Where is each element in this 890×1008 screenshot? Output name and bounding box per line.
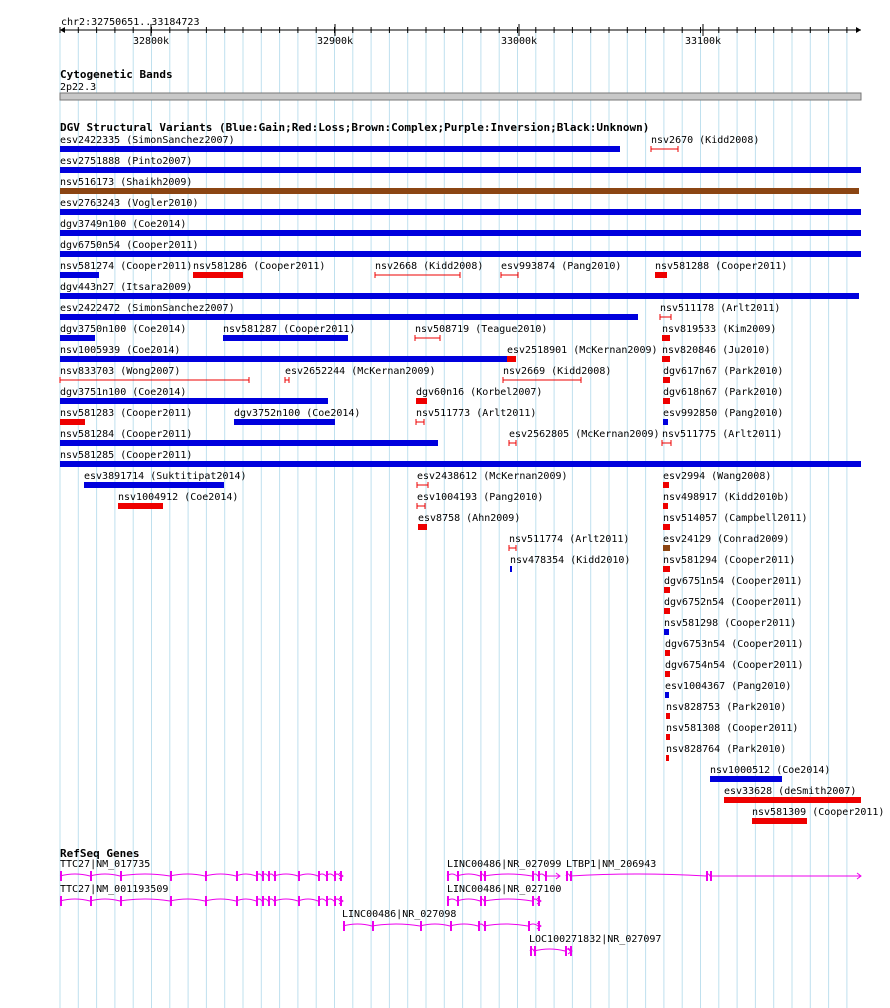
dgv-feature[interactable]	[509, 429, 660, 446]
dgv-feature-bar[interactable]	[665, 650, 670, 656]
dgv-feature-bar[interactable]	[664, 629, 669, 635]
gene-exon[interactable]	[528, 921, 530, 931]
dgv-feature-label: dgv3751n100 (Coe2014)	[60, 387, 187, 398]
refseq-gene[interactable]	[529, 934, 661, 956]
dgv-feature[interactable]	[60, 282, 859, 299]
dgv-feature-bar[interactable]	[60, 209, 861, 215]
gene-exon[interactable]	[565, 946, 567, 956]
gene-exon[interactable]	[480, 896, 482, 906]
gene-exon[interactable]	[532, 871, 534, 881]
gene-exon[interactable]	[480, 871, 482, 881]
gene-exon[interactable]	[340, 871, 342, 881]
dgv-feature[interactable]	[651, 135, 759, 152]
dgv-feature[interactable]	[193, 261, 325, 278]
dgv-feature[interactable]	[234, 408, 360, 425]
refseq-gene-label: LINC00486|NR_027099	[447, 859, 562, 870]
gene-exon[interactable]	[298, 871, 300, 881]
dgv-feature-label: esv2652244 (McKernan2009)	[285, 366, 436, 377]
dgv-feature-bar[interactable]	[510, 566, 512, 572]
gene-exon[interactable]	[90, 896, 92, 906]
dgv-feature-label: nsv511775 (Arlt2011)	[662, 429, 783, 440]
gene-intron-line	[447, 899, 541, 901]
dgv-feature-label: nsv581286 (Cooper2011)	[193, 261, 326, 272]
dgv-feature-label: dgv617n67 (Park2010)	[663, 366, 784, 377]
dgv-feature-bar[interactable]	[60, 230, 861, 236]
dgv-feature-label: esv24129 (Conrad2009)	[663, 534, 790, 545]
dgv-feature-bar[interactable]	[663, 524, 670, 530]
refseq-gene-label: LINC00486|NR_027098	[342, 909, 457, 920]
dgv-feature[interactable]	[510, 555, 630, 572]
dgv-feature-label: dgv6754n54 (Cooper2011)	[665, 660, 804, 671]
dgv-feature[interactable]	[665, 681, 791, 698]
dgv-feature-label: nsv511773 (Arlt2011)	[416, 408, 537, 419]
dgv-feature[interactable]	[375, 261, 483, 278]
dgv-feature[interactable]	[665, 660, 803, 677]
dgv-feature-bar[interactable]	[710, 776, 782, 782]
refseq-gene[interactable]	[60, 859, 343, 881]
refseq-gene[interactable]	[342, 909, 541, 931]
dgv-feature-bar[interactable]	[60, 188, 859, 194]
refseq-track	[60, 859, 861, 956]
dgv-feature[interactable]	[503, 366, 611, 383]
dgv-feature[interactable]	[417, 492, 543, 509]
dgv-feature-label: nsv1005939 (Coe2014)	[60, 345, 181, 356]
gene-exon[interactable]	[570, 871, 572, 881]
dgv-feature[interactable]	[663, 408, 783, 425]
dgv-feature-label: nsv581308 (Cooper2011)	[666, 723, 799, 734]
dgv-feature-label: dgv3750n100 (Coe2014)	[60, 324, 187, 335]
dgv-feature[interactable]	[501, 261, 621, 278]
dgv-feature[interactable]	[655, 261, 787, 278]
gene-exon[interactable]	[256, 896, 258, 906]
dgv-feature-label: nsv581309 (Cooper2011)	[752, 807, 885, 818]
dgv-feature-bar[interactable]	[60, 293, 859, 299]
gene-exon[interactable]	[60, 871, 62, 881]
dgv-feature-label: esv3891714 (Suktitipat2014)	[84, 471, 247, 482]
gene-exon[interactable]	[484, 896, 486, 906]
dgv-feature-label: nsv508719 (Teague2010)	[415, 324, 548, 335]
dgv-feature[interactable]	[664, 576, 802, 593]
dgv-feature[interactable]	[417, 471, 568, 488]
dgv-feature-label: nsv581285 (Cooper2011)	[60, 450, 193, 461]
dgv-feature-label: esv2763243 (Vogler2010)	[60, 198, 199, 209]
dgv-feature-label: dgv6752n54 (Cooper2011)	[664, 597, 803, 608]
gene-exon[interactable]	[274, 871, 276, 881]
ruler-tick-label: 32800k	[132, 36, 170, 47]
dgv-feature[interactable]	[666, 702, 786, 719]
ruler-tick-label: 33100k	[684, 36, 722, 47]
dgv-feature-label: esv2751888 (Pinto2007)	[60, 156, 193, 167]
dgv-feature[interactable]	[223, 324, 355, 341]
dgv-feature-label: nsv819533 (Kim2009)	[662, 324, 777, 335]
gene-exon[interactable]	[120, 871, 122, 881]
gene-exon[interactable]	[538, 896, 540, 906]
dgv-feature-bar[interactable]	[663, 419, 668, 425]
dgv-feature[interactable]	[60, 303, 638, 320]
dgv-feature-label: nsv581288 (Cooper2011)	[655, 261, 788, 272]
gene-exon[interactable]	[334, 896, 336, 906]
gene-exon[interactable]	[532, 896, 534, 906]
dgv-feature[interactable]	[663, 387, 783, 404]
dgv-feature-label: dgv3752n100 (Coe2014)	[234, 408, 361, 419]
gene-exon[interactable]	[205, 871, 207, 881]
dgv-feature[interactable]	[724, 786, 861, 803]
dgv-feature-label: nsv478354 (Kidd2010)	[510, 555, 631, 566]
refseq-gene-label: TTC27|NM_001193509	[60, 884, 169, 895]
dgv-feature[interactable]	[665, 639, 803, 656]
dgv-feature[interactable]	[118, 492, 238, 509]
dgv-feature-label: esv2422335 (SimonSanchez2007)	[60, 135, 235, 146]
gene-exon[interactable]	[478, 921, 480, 931]
dgv-feature-label: nsv828753 (Park2010)	[666, 702, 787, 713]
gene-exon[interactable]	[90, 871, 92, 881]
gene-exon[interactable]	[268, 896, 270, 906]
gene-exon[interactable]	[236, 871, 238, 881]
dgv-feature-label: nsv581274 (Cooper2011)	[60, 261, 193, 272]
dgv-feature[interactable]	[60, 219, 861, 236]
refseq-gene-label: LTBP1|NM_206943	[566, 859, 657, 870]
dgv-feature-label: nsv514057 (Campbell2011)	[663, 513, 808, 524]
dgv-feature-bar[interactable]	[118, 503, 163, 509]
gene-exon[interactable]	[538, 921, 540, 931]
ruler-arrow-right-icon	[856, 27, 861, 33]
dgv-feature-label: nsv2669 (Kidd2008)	[503, 366, 612, 377]
dgv-feature[interactable]	[660, 303, 780, 320]
gene-exon[interactable]	[457, 896, 459, 906]
region-label: chr2:32750651..33184723	[61, 17, 200, 28]
dgv-feature-bar[interactable]	[416, 398, 427, 404]
dgv-feature-bar[interactable]	[60, 440, 438, 446]
dgv-feature-bar[interactable]	[666, 734, 670, 740]
dgv-feature-label: esv992850 (Pang2010)	[663, 408, 784, 419]
dgv-feature[interactable]	[60, 261, 192, 278]
dgv-feature-bar[interactable]	[662, 335, 670, 341]
gene-exon[interactable]	[457, 871, 459, 881]
dgv-track	[60, 135, 884, 824]
dgv-feature[interactable]	[60, 177, 859, 194]
gene-intron-line	[566, 874, 861, 876]
cytoband-track-title: Cytogenetic Bands	[60, 68, 173, 81]
dgv-feature[interactable]	[663, 366, 783, 383]
dgv-feature[interactable]	[664, 618, 796, 635]
dgv-feature-bar[interactable]	[60, 398, 328, 404]
dgv-feature-bar[interactable]	[662, 356, 670, 362]
dgv-feature-bar[interactable]	[724, 797, 861, 803]
refseq-gene[interactable]	[447, 859, 561, 881]
gene-exon[interactable]	[372, 921, 374, 931]
gene-exon[interactable]	[566, 871, 568, 881]
dgv-feature-label: esv2422472 (SimonSanchez2007)	[60, 303, 235, 314]
gene-exon[interactable]	[170, 896, 172, 906]
dgv-feature-label: nsv511178 (Arlt2011)	[660, 303, 781, 314]
dgv-feature-label: nsv2670 (Kidd2008)	[651, 135, 760, 146]
cytoband-ideogram[interactable]	[60, 93, 861, 100]
dgv-feature-bar[interactable]	[663, 482, 669, 488]
dgv-feature-label: dgv6750n54 (Cooper2011)	[60, 240, 199, 251]
gene-exon[interactable]	[706, 871, 708, 881]
dgv-feature-bar[interactable]	[193, 272, 243, 278]
refseq-gene[interactable]	[566, 859, 861, 881]
gene-exon[interactable]	[326, 871, 328, 881]
dgv-feature-label: nsv2668 (Kidd2008)	[375, 261, 484, 272]
dgv-feature-bar[interactable]	[60, 356, 508, 362]
gene-exon[interactable]	[318, 896, 320, 906]
gene-intron-line	[60, 874, 343, 876]
dgv-feature-label: nsv498917 (Kidd2010b)	[663, 492, 790, 503]
gene-exon[interactable]	[262, 871, 264, 881]
dgv-feature-label: nsv828764 (Park2010)	[666, 744, 787, 755]
gene-exon[interactable]	[545, 871, 547, 881]
dgv-feature-label: esv33628 (deSmith2007)	[724, 786, 857, 797]
dgv-feature-label: nsv581294 (Cooper2011)	[663, 555, 796, 566]
gene-exon[interactable]	[274, 896, 276, 906]
dgv-feature[interactable]	[664, 597, 802, 614]
refseq-gene[interactable]	[447, 884, 561, 906]
dgv-track-title: DGV Structural Variants (Blue:Gain;Red:Loss;Brown:Complex;Purple:Inversion;Black:Unknown)	[60, 121, 650, 134]
dgv-feature-label: dgv60n16 (Korbel2007)	[416, 387, 543, 398]
dgv-feature[interactable]	[60, 387, 328, 404]
dgv-feature-bar[interactable]	[663, 566, 670, 572]
dgv-feature-bar[interactable]	[752, 818, 807, 824]
dgv-feature-label: nsv833703 (Wong2007)	[60, 366, 181, 377]
dgv-feature[interactable]	[710, 765, 830, 782]
dgv-feature-bar[interactable]	[60, 146, 620, 152]
gene-exon[interactable]	[236, 896, 238, 906]
gene-exon[interactable]	[318, 871, 320, 881]
gene-exon[interactable]	[334, 871, 336, 881]
dgv-feature-bar[interactable]	[663, 545, 670, 551]
dgv-feature[interactable]	[60, 240, 861, 257]
gene-exon[interactable]	[298, 896, 300, 906]
dgv-feature[interactable]	[416, 408, 536, 425]
dgv-feature[interactable]	[416, 387, 542, 404]
dgv-feature-bar[interactable]	[664, 608, 670, 614]
dgv-feature-bar[interactable]	[655, 272, 667, 278]
dgv-feature-label: dgv6753n54 (Cooper2011)	[665, 639, 804, 650]
dgv-feature[interactable]	[666, 744, 786, 761]
gene-exon[interactable]	[484, 921, 486, 931]
dgv-feature-bar[interactable]	[60, 251, 861, 257]
gene-exon[interactable]	[538, 871, 540, 881]
dgv-feature-bar[interactable]	[665, 692, 669, 698]
dgv-feature-label: esv2562805 (McKernan2009)	[509, 429, 660, 440]
dgv-feature-bar[interactable]	[60, 461, 861, 467]
dgv-feature[interactable]	[60, 366, 249, 383]
dgv-feature-bar[interactable]	[664, 587, 670, 593]
dgv-feature-label: nsv820846 (Ju2010)	[662, 345, 771, 356]
gene-exon[interactable]	[256, 871, 258, 881]
dgv-feature-bar[interactable]	[60, 272, 99, 278]
dgv-feature-label: nsv581298 (Cooper2011)	[664, 618, 797, 629]
dgv-feature-label: dgv6751n54 (Cooper2011)	[664, 576, 803, 587]
dgv-feature-bar[interactable]	[223, 335, 348, 341]
dgv-feature-bar[interactable]	[663, 377, 670, 383]
gene-exon[interactable]	[447, 896, 449, 906]
ruler-tick-label: 33000k	[500, 36, 538, 47]
dgv-feature-label: esv2518901 (McKernan2009)	[507, 345, 658, 356]
dgv-feature-label: dgv443n27 (Itsara2009)	[60, 282, 193, 293]
dgv-feature[interactable]	[60, 198, 861, 215]
gene-exon[interactable]	[420, 921, 422, 931]
dgv-feature-label: nsv1004912 (Coe2014)	[118, 492, 239, 503]
gene-exon[interactable]	[534, 946, 536, 956]
gene-exon[interactable]	[447, 871, 449, 881]
dgv-feature-label: nsv511774 (Arlt2011)	[509, 534, 630, 545]
dgv-feature-bar[interactable]	[663, 503, 668, 509]
dgv-feature[interactable]	[662, 429, 782, 446]
ruler-tick-label: 32900k	[316, 36, 354, 47]
dgv-feature-bar[interactable]	[418, 524, 427, 530]
gene-intron-line	[60, 899, 343, 901]
gene-exon[interactable]	[484, 871, 486, 881]
dgv-feature-bar[interactable]	[84, 482, 224, 488]
dgv-feature[interactable]	[84, 471, 247, 488]
dgv-feature[interactable]	[418, 513, 520, 530]
dgv-feature-label: esv1004367 (Pang2010)	[665, 681, 792, 692]
dgv-feature-label: dgv618n67 (Park2010)	[663, 387, 784, 398]
dgv-feature-label: nsv516173 (Shaikh2009)	[60, 177, 193, 188]
dgv-feature[interactable]	[509, 534, 629, 551]
dgv-feature[interactable]	[60, 429, 438, 446]
dgv-feature[interactable]	[662, 345, 770, 362]
gene-exon[interactable]	[262, 896, 264, 906]
refseq-gene[interactable]	[60, 884, 343, 906]
dgv-feature-bar[interactable]	[665, 671, 670, 677]
cytoband-label: 2p22.3	[60, 82, 97, 93]
dgv-feature[interactable]	[663, 555, 795, 572]
dgv-feature-label: nsv1000512 (Coe2014)	[710, 765, 831, 776]
dgv-feature-bar[interactable]	[60, 419, 85, 425]
refseq-gene-label: LOC100271832|NR_027097	[529, 934, 662, 945]
dgv-feature-bar[interactable]	[666, 755, 669, 761]
gene-exon[interactable]	[530, 946, 532, 956]
gene-exon[interactable]	[205, 896, 207, 906]
dgv-feature-bar[interactable]	[234, 419, 335, 425]
gene-intron-line	[447, 874, 560, 876]
dgv-feature-bar[interactable]	[507, 356, 516, 362]
refseq-gene-label: LINC00486|NR_027100	[447, 884, 562, 895]
dgv-feature-label: dgv3749n100 (Coe2014)	[60, 219, 187, 230]
dgv-feature[interactable]	[60, 156, 861, 173]
dgv-feature-label: esv8758 (Ahn2009)	[418, 513, 521, 524]
gene-exon[interactable]	[268, 871, 270, 881]
gene-exon[interactable]	[60, 896, 62, 906]
dgv-feature-label: esv993874 (Pang2010)	[501, 261, 622, 272]
dgv-feature[interactable]	[507, 345, 658, 362]
dgv-feature[interactable]	[285, 366, 436, 383]
dgv-feature-label: esv2994 (Wang2008)	[663, 471, 772, 482]
gene-exon[interactable]	[710, 871, 712, 881]
dgv-feature-bar[interactable]	[666, 713, 670, 719]
dgv-feature-bar[interactable]	[60, 167, 861, 173]
gene-exon[interactable]	[120, 896, 122, 906]
dgv-feature-label: nsv581284 (Cooper2011)	[60, 429, 193, 440]
gene-exon[interactable]	[340, 896, 342, 906]
dgv-feature-label: nsv581287 (Cooper2011)	[223, 324, 356, 335]
dgv-feature[interactable]	[666, 723, 798, 740]
gene-exon[interactable]	[170, 871, 172, 881]
refseq-track-title: RefSeq Genes	[60, 847, 140, 860]
refseq-gene-label: TTC27|NM_017735	[60, 859, 151, 870]
dgv-feature-label: esv2438612 (McKernan2009)	[417, 471, 568, 482]
dgv-feature[interactable]	[663, 513, 808, 530]
dgv-feature-bar[interactable]	[60, 314, 638, 320]
dgv-feature-bar[interactable]	[663, 398, 670, 404]
gene-exon[interactable]	[450, 921, 452, 931]
gene-exon[interactable]	[343, 921, 345, 931]
gene-exon[interactable]	[326, 896, 328, 906]
dgv-feature-label: nsv581283 (Cooper2011)	[60, 408, 193, 419]
dgv-feature-label: esv1004193 (Pang2010)	[417, 492, 544, 503]
dgv-feature-bar[interactable]	[60, 335, 95, 341]
dgv-feature[interactable]	[60, 324, 186, 341]
dgv-feature[interactable]	[60, 408, 192, 425]
dgv-feature[interactable]	[752, 807, 884, 824]
dgv-feature[interactable]	[60, 450, 861, 467]
dgv-feature[interactable]	[60, 345, 508, 362]
